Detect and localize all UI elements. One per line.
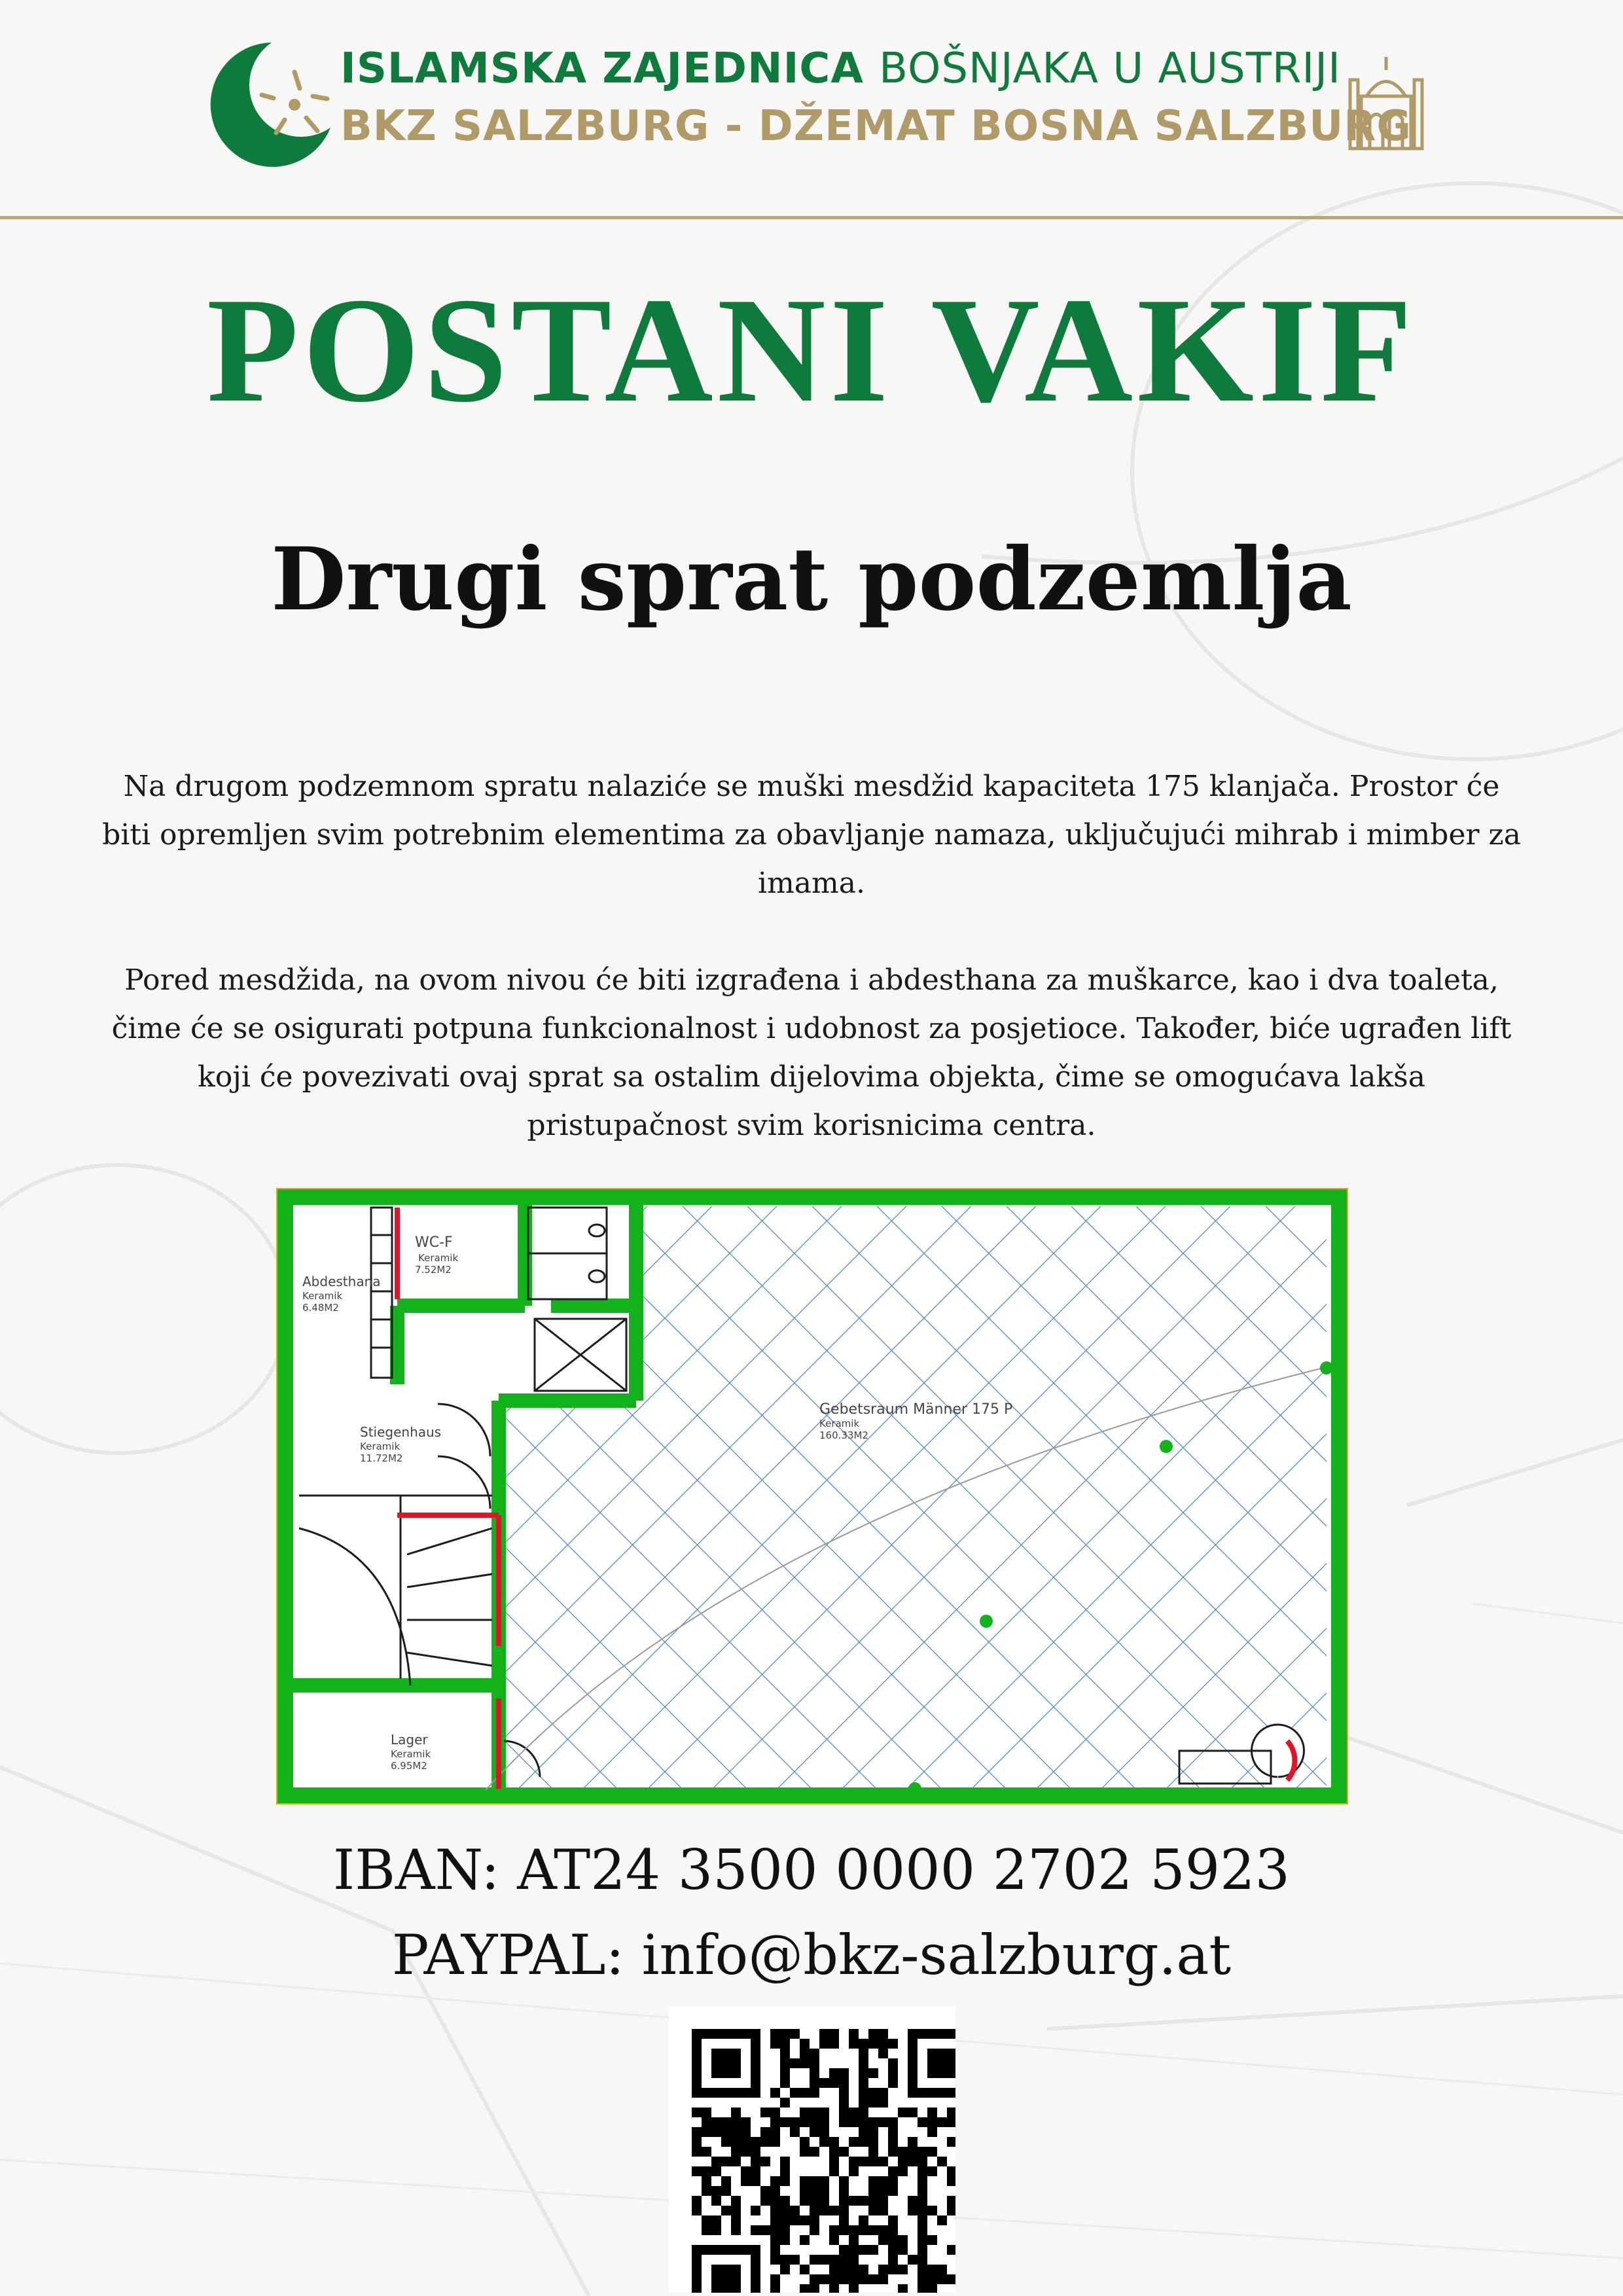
room-wc-name: WC-F <box>415 1234 453 1251</box>
room-stiegenhaus-material: Keramik <box>360 1441 401 1452</box>
page-subtitle: Drugi sprat podzemlja <box>271 529 1352 630</box>
room-abdesthana-material: Keramik <box>302 1290 343 1302</box>
room-gebetsraum-name: Gebetsraum Männer 175 P <box>819 1401 1013 1418</box>
org-subtitle: BKZ SALZBURG - DŽEMAT BOSNA SALZBURG <box>340 102 1412 151</box>
paypal-text[interactable]: PAYPAL: info@bkz-salzburg.at <box>391 1923 1232 1987</box>
qr-code-image <box>669 2006 955 2293</box>
org-name-light: BOŠNJAKA U AUSTRIJI <box>879 45 1341 93</box>
room-stiegenhaus-area: 11.72M2 <box>360 1452 403 1464</box>
room-gebetsraum-material: Keramik <box>819 1418 860 1429</box>
room-gebetsraum-area: 160.33M2 <box>819 1429 868 1441</box>
description-paragraph-1: Na drugom podzemnom spratu nalaziće se muški mesdžid kapaciteta 175 klanjača. Prostor će biti opremljen svim potrebnim elementima za obavljanje namaza, uključujući mihrab i mimber za imama. <box>102 770 1521 900</box>
room-wc-area: 7.52M2 <box>415 1264 452 1276</box>
qr-code[interactable] <box>669 2006 955 2293</box>
room-lager-material: Keramik <box>391 1748 431 1760</box>
room-abdesthana-name: Abdesthana <box>302 1274 381 1289</box>
room-lager-area: 6.95M2 <box>391 1760 427 1772</box>
description <box>98 762 1525 1198</box>
header <box>0 0 1623 216</box>
mosque-icon <box>1347 54 1425 152</box>
room-lager-name: Lager <box>391 1732 428 1748</box>
room-stiegenhaus-name: Stiegenhaus <box>360 1424 442 1440</box>
iban-text: IBAN: AT24 3500 0000 2702 5923 <box>333 1838 1290 1902</box>
header-divider <box>0 216 1623 219</box>
description-paragraph-2: Pored mesdžida, na ovom nivou će biti izgrađena i abdesthana za muškarce, kao i dva toaleta, čime će se osigurati potpuna funkcionalnost i udobnost za posjetioce. Također, biće ugrađen lift koji će povezivati ovaj sprat sa ostalim dijelovima objekta, čime se omogućava lakša pristupačnost svim korisnicima centra. <box>111 963 1512 1142</box>
room-abdesthana-area: 6.48M2 <box>302 1302 339 1314</box>
crescent-star-logo-icon <box>196 36 347 167</box>
page-title: POSTANI VAKIF <box>206 266 1417 433</box>
org-name-bold: ISLAMSKA ZAJEDNICA <box>340 45 864 93</box>
room-wc-material: Keramik <box>418 1252 459 1264</box>
floor-plan <box>276 1188 1348 1804</box>
org-name <box>340 45 1341 93</box>
